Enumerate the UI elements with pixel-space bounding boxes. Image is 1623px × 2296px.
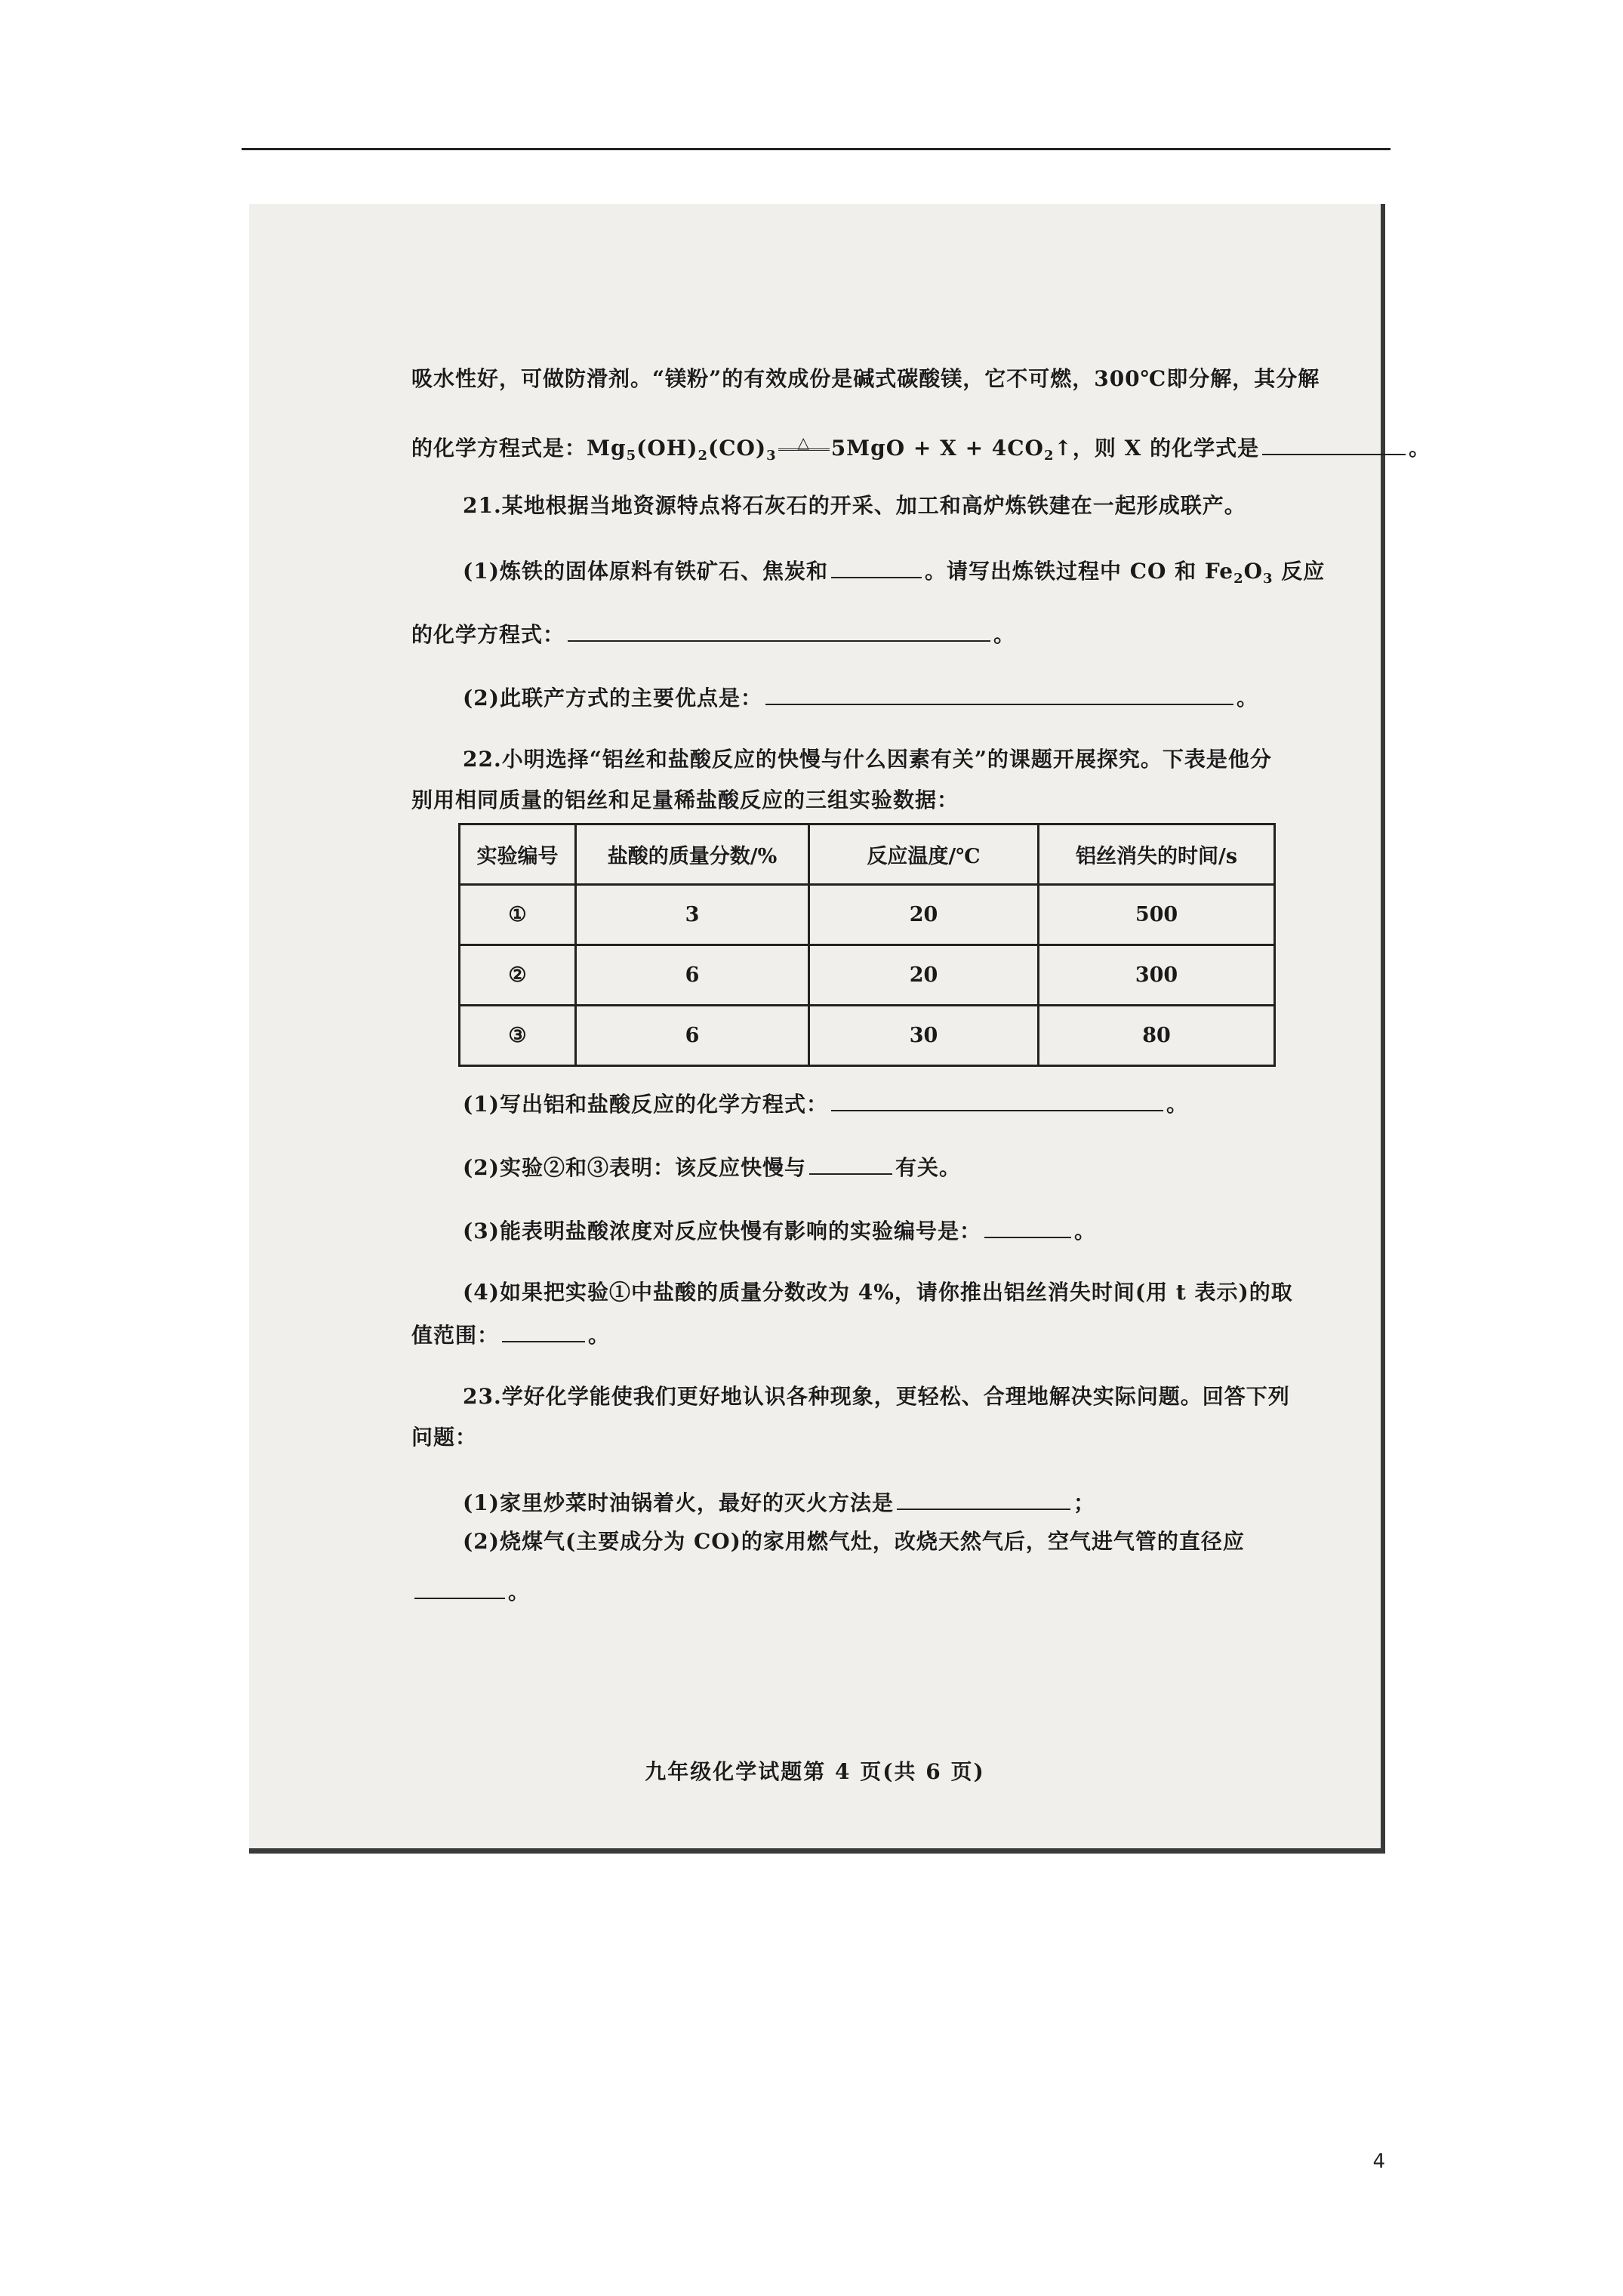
- table-cell: 3: [576, 885, 809, 945]
- q20-eq-sub: 3: [766, 448, 777, 464]
- table-cell: 80: [1039, 1006, 1275, 1066]
- answer-blank-q23-2[interactable]: [414, 1575, 505, 1599]
- q20-text-line: [411, 364, 1328, 394]
- answer-blank-q22-3[interactable]: [984, 1214, 1071, 1238]
- q23-p1-text: (1)家里炒菜时油锅着火，最好的灭火方法是: [463, 1490, 894, 1515]
- q20-eq-sub: 5: [626, 448, 637, 464]
- q20-eq-suffix: ↑，则 X 的化学式是: [1054, 436, 1260, 461]
- q22-p1-text: (1)写出铝和盐酸反应的化学方程式：: [463, 1092, 828, 1117]
- q21-part1-line2: [411, 618, 1328, 650]
- table-header-cell: 盐酸的质量分数/%: [576, 824, 809, 885]
- q20-eq-part: (CO): [707, 436, 767, 461]
- q23-p2-end: 。: [508, 1579, 531, 1604]
- q22-p3-end: 。: [1073, 1219, 1096, 1244]
- q21-part2: [463, 681, 1328, 713]
- q22-stem2-text: 别用相同质量的铝丝和足量稀盐酸反应的三组实验数据：: [411, 787, 959, 812]
- table-cell: ②: [460, 945, 576, 1006]
- scanned-exam-page: [249, 204, 1431, 1854]
- q23-part2: [463, 1527, 1328, 1557]
- table-cell: ③: [460, 1006, 576, 1066]
- table-row: [460, 885, 1275, 945]
- heat-condition-symbol: △: [777, 427, 831, 458]
- q23-p1-end: ；: [1073, 1490, 1095, 1515]
- q21-p1-text: (1)炼铁的固体原料有铁矿石、焦炭和: [463, 559, 828, 584]
- q22-p1-end: 。: [1166, 1092, 1188, 1117]
- experiment-data-table: [458, 823, 1276, 1067]
- q22-p2-text: (2)实验②和③表明：该反应快慢与: [463, 1155, 806, 1180]
- q20-equation-line: [411, 427, 1431, 464]
- answer-blank-q21-1a[interactable]: [831, 554, 922, 578]
- table-cell: 20: [809, 945, 1039, 1006]
- q22-p2-text: 有关。: [895, 1155, 961, 1180]
- answer-blank-q21-2[interactable]: [765, 681, 1233, 705]
- q20-eq-end: 。: [1409, 436, 1431, 461]
- q21-part1-line1: [463, 554, 1328, 587]
- q22-part4-line2: [411, 1318, 1328, 1351]
- q21-p1-text: 。请写出炼铁过程中 CO 和 Fe: [924, 559, 1234, 584]
- table-cell: 20: [809, 885, 1039, 945]
- q21-p2-text: (2)此联产方式的主要优点是：: [463, 686, 762, 710]
- q20-eq-part: 5MgO + X + 4CO: [830, 436, 1044, 461]
- q23-stem-line2: [411, 1422, 1328, 1453]
- answer-blank-q22-4[interactable]: [502, 1318, 585, 1342]
- answer-blank-q21-1b[interactable]: [568, 618, 990, 642]
- q22-stem1-text: 22.小明选择“铝丝和盐酸反应的快慢与什么因素有关”的课题开展探究。下表是他分: [463, 747, 1272, 772]
- q21-p2-end: 。: [1236, 686, 1258, 710]
- q21-p1-text: 反应: [1273, 559, 1326, 584]
- answer-blank-q23-1[interactable]: [897, 1486, 1070, 1510]
- table-header-row: [460, 824, 1275, 885]
- q23-stem2-text: 问题：: [411, 1425, 478, 1450]
- q20-eq-sub: 2: [1043, 448, 1055, 464]
- q23-part2-line2: [411, 1575, 1328, 1607]
- answer-blank-q22-1[interactable]: [831, 1087, 1163, 1111]
- page-footer: 九年级化学试题第 4 页(共 6 页): [645, 1759, 985, 1784]
- answer-blank-q22-2[interactable]: [809, 1151, 892, 1175]
- q21-stem-text: 21.某地根据当地资源特点将石灰石的开采、加工和高炉炼铁建在一起形成联产。: [463, 493, 1246, 518]
- q21-p1-line2-end: 。: [993, 622, 1016, 647]
- q22-part4-line1: [463, 1277, 1328, 1308]
- q22-part1: [463, 1087, 1328, 1120]
- table-header-cell: 实验编号: [460, 824, 576, 885]
- q22-stem-line2: [411, 785, 1328, 815]
- table-header-cell: 铝丝消失的时间/s: [1039, 824, 1275, 885]
- table-cell: 30: [809, 1006, 1039, 1066]
- table-row: [460, 945, 1275, 1006]
- q23-part1: [463, 1486, 1328, 1518]
- q21-p1-line2-text: 的化学方程式：: [411, 622, 565, 647]
- header-rule: [242, 148, 1390, 150]
- q22-p4-end: 。: [588, 1323, 611, 1348]
- q21-p1-text: O: [1243, 559, 1263, 584]
- q22-p4-text: 值范围：: [411, 1323, 500, 1348]
- table-cell: 6: [576, 945, 809, 1006]
- q22-p4-text: (4)如果把实验①中盐酸的质量分数改为 4%，请你推出铝丝消失时间(用 t 表示)的取: [463, 1280, 1293, 1305]
- q22-part2: [463, 1151, 1328, 1183]
- page-number: 4: [1372, 2150, 1385, 2173]
- table-cell: 500: [1039, 885, 1275, 945]
- q22-stem-line1: [463, 744, 1328, 775]
- q22-p3-text: (3)能表明盐酸浓度对反应快慢有影响的实验编号是：: [463, 1219, 981, 1244]
- q21-stem: [463, 491, 1328, 521]
- table-cell: 6: [576, 1006, 809, 1066]
- q21-sub: 2: [1233, 571, 1244, 587]
- table-cell: 300: [1039, 945, 1275, 1006]
- q23-stem-line1: [463, 1382, 1328, 1412]
- table-header-cell: 反应温度/℃: [809, 824, 1039, 885]
- q21-sub: 3: [1263, 571, 1273, 587]
- q20-eq-prefix: 的化学方程式是：Mg: [411, 436, 627, 461]
- q22-part3: [463, 1214, 1328, 1247]
- q20-line1: 吸水性好，可做防滑剂。“镁粉”的有效成份是碱式碳酸镁，它不可燃，300℃即分解，其分解: [411, 366, 1320, 391]
- q23-stem1-text: 23.学好化学能使我们更好地认识各种现象，更轻松、合理地解决实际问题。回答下列: [463, 1384, 1290, 1409]
- table-row: [460, 1006, 1275, 1066]
- q20-eq-part: (OH): [636, 436, 698, 461]
- answer-blank-q20[interactable]: [1262, 431, 1406, 455]
- q20-eq-sub: 2: [698, 448, 708, 464]
- table-cell: ①: [460, 885, 576, 945]
- q23-p2-text: (2)烧煤气(主要成分为 CO)的家用燃气灶，改烧天然气后，空气进气管的直径应: [463, 1529, 1245, 1554]
